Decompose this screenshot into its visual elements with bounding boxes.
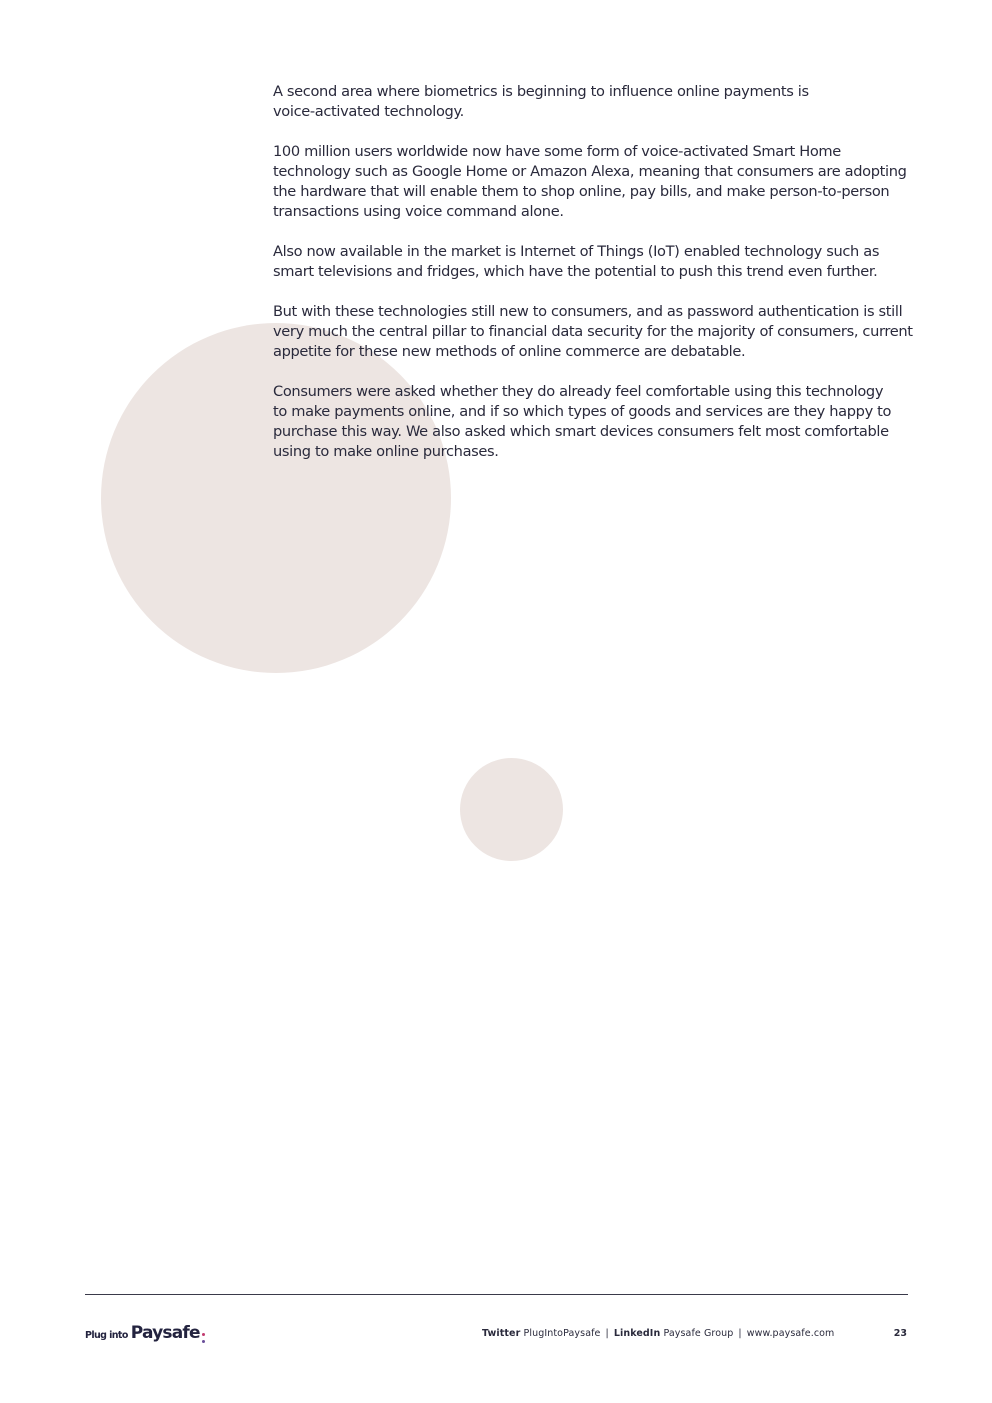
logo-dot-bottom: [202, 1340, 205, 1343]
paysafe-logo: [85, 1323, 205, 1345]
twitter-label: Twitter: [482, 1328, 521, 1339]
logo-tagline: Plug into: [85, 1330, 128, 1341]
paragraph-3: Also now available in the market is Internet of Things (IoT) enabled technology such as smart televisions and fridges, which have the potential to push this trend even further.: [273, 243, 880, 280]
linkedin-handle-link[interactable]: Paysafe Group: [663, 1328, 734, 1339]
decorative-circle-small: [460, 758, 563, 861]
paragraph-2: 100 million users worldwide now have some form of voice-activated Smart Home technology such as Google Home or Amazon Alexa, meaning that consumers are adopting the hardware that will enable them to shop online, pay bills, and make person-to-person transactions using voice command alone.: [273, 143, 907, 220]
logo-dot-top: [202, 1333, 205, 1336]
twitter-handle-link[interactable]: PlugIntoPaysafe: [523, 1328, 601, 1339]
footer-divider: [85, 1294, 908, 1295]
body-text: [273, 82, 913, 482]
paragraph-5: Consumers were asked whether they do already feel comfortable using this technology to make payments online, and if so which types of goods and services are they happy to purchase this way. We also asked which smart devices consumers felt most comfortable using to make online purchases.: [273, 383, 892, 460]
footer-links: [482, 1328, 834, 1339]
page-number: 23: [893, 1328, 907, 1339]
linkedin-label: LinkedIn: [613, 1328, 661, 1339]
logo-wordmark: Paysafe: [130, 1323, 200, 1343]
footer-separator: |: [605, 1328, 609, 1339]
website-link[interactable]: www.paysafe.com: [746, 1328, 835, 1339]
paragraph-1: A second area where biometrics is beginning to influence online payments is voice-activated technology.: [273, 83, 809, 120]
footer-separator: |: [738, 1328, 742, 1339]
paragraph-4: But with these technologies still new to consumers, and as password authentication is still very much the central pillar to financial data security for the majority of consumers, current appetite for these new methods of online commerce are debatable.: [273, 303, 913, 360]
logo-dots-icon: [202, 1333, 205, 1343]
